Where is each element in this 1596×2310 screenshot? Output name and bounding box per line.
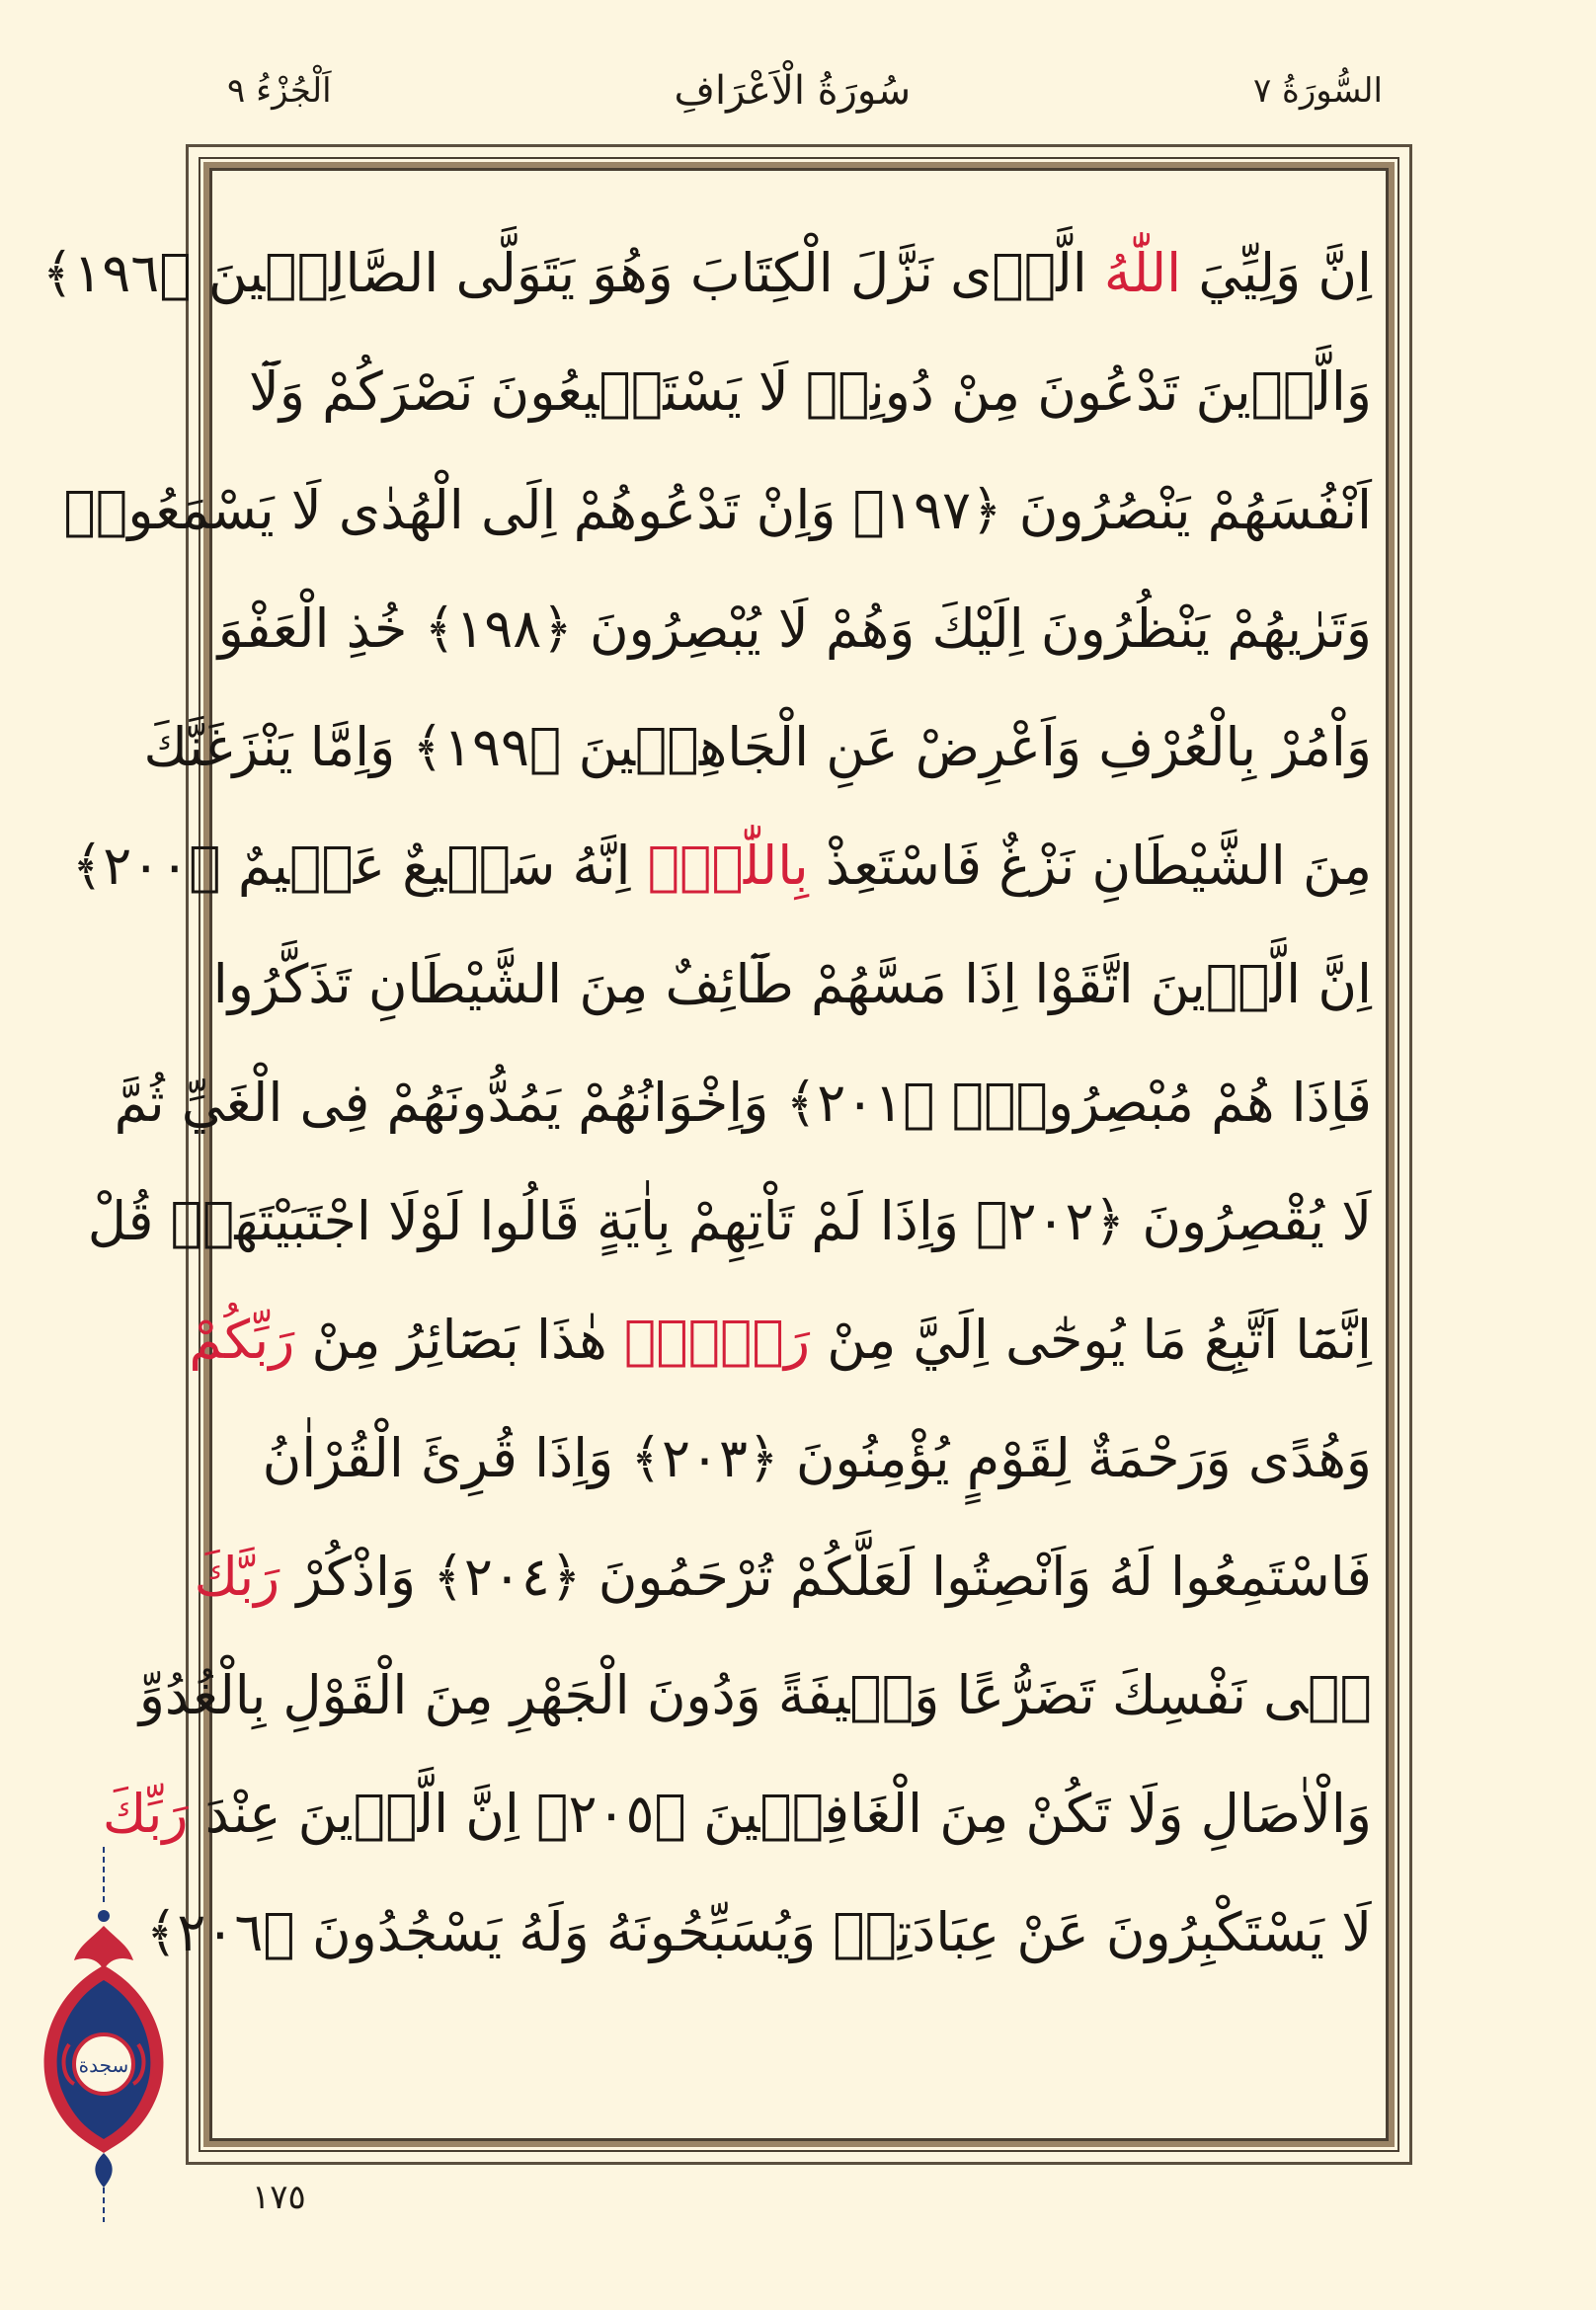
verse-line: فٖى نَفْسِكَ تَضَرُّعًا وَخٖيفَةً وَدُونَ الْجَهْرِ مِنَ الْقَوْلِ بِالْغُدُوِّ (138, 1664, 1372, 1726)
verse-text (41, 214, 1372, 1992)
verse-line: اِنَّ وَلِيِّيَ اللّٰهُ الَّذٖى نَزَّلَ الْكِتَابَ وَهُوَ يَتَوَلَّى الصَّالِحٖينَ ﴿١٩٦﴾ (41, 242, 1372, 304)
verse-line: اِنَّمَٓا اَتَّبِعُ مَا يُوحٰٓى اِلَيَّ مِنْ رَبّٖيۚ هٰذَا بَصَٓائِرُ مِنْ رَبِّكُمْ (189, 1309, 1372, 1371)
verse-line: اِنَّ الَّذٖينَ اتَّقَوْا اِذَا مَسَّهُمْ طَٓائِفٌ مِنَ الشَّيْطَانِ تَذَكَّرُوا (212, 953, 1372, 1015)
verse-line: لَا يُقْصِرُونَ ﴿٢٠٢﴾ وَاِذَا لَمْ تَاْتِهِمْ بِاٰيَةٍ قَالُوا لَوْلَا اجْتَبَيْتَهَاۜ قُلْ (87, 1190, 1372, 1252)
verse-line: وَتَرٰيهُمْ يَنْظُرُونَ اِلَيْكَ وَهُمْ لَا يُبْصِرُونَ ﴿١٩٨﴾ خُذِ الْعَفْوَ (217, 597, 1372, 660)
surah-name: سُورَةُ الْاَعْرَافِ (674, 68, 912, 114)
sajda-label: سجدة (78, 2053, 129, 2077)
sajda-ornament-icon (30, 1847, 178, 2222)
verse-line: وَهُدًى وَرَحْمَةٌ لِقَوْمٍ يُؤْمِنُونَ ﴿٢٠٣﴾ وَاِذَا قُرِئَ الْقُرْاٰنُ (262, 1427, 1372, 1489)
verse-line: لَا يَسْتَكْبِرُونَ عَنْ عِبَادَتِهٖ وَيُسَبِّحُونَهُ وَلَهُ يَسْجُدُونَ ﴿٢٠٦﴾ (145, 1901, 1372, 1963)
page-header (227, 61, 1383, 120)
verse-line: فَاسْتَمِعُوا لَهُ وَاَنْصِتُوا لَعَلَّكُمْ تُرْحَمُونَ ﴿٢٠٤﴾ وَاذْكُرْ رَبَّكَ (194, 1546, 1372, 1608)
verse-line: اَنْفُسَهُمْ يَنْصُرُونَ ﴿١٩٧﴾ وَاِنْ تَدْعُوهُمْ اِلَى الْهُدٰى لَا يَسْمَعُواۜ (63, 479, 1372, 541)
verse-line: وَالَّذٖينَ تَدْعُونَ مِنْ دُونِهٖ لَا يَسْتَطٖيعُونَ نَصْرَكُمْ وَلَٓا (249, 360, 1372, 423)
surah-number: السُّورَةُ ٧ (1252, 71, 1383, 111)
verse-line: مِنَ الشَّيْطَانِ نَزْغٌ فَاسْتَعِذْ بِاللّٰهِۜ اِنَّهُ سَمٖيعٌ عَلٖيمٌ ﴿٢٠٠﴾ (71, 835, 1372, 897)
verse-line: وَالْاٰصَالِ وَلَا تَكُنْ مِنَ الْغَافِلٖينَ ﴿٢٠٥﴾ اِنَّ الَّذٖينَ عِنْدَ رَبِّكَ (102, 1783, 1372, 1845)
verse-line: وَاْمُرْ بِالْعُرْفِ وَاَعْرِضْ عَنِ الْجَاهِلٖينَ ﴿١٩٩﴾ وَاِمَّا يَنْزَغَنَّكَ (143, 716, 1372, 778)
page-number: ١٧٥ (252, 2178, 306, 2217)
verse-line: فَاِذَا هُمْ مُبْصِرُونَۚ ﴿٢٠١﴾ وَاِخْوَانُهُمْ يَمُدُّونَهُمْ فِى الْغَيِّ ثُمَّ (114, 1072, 1372, 1134)
juz-number: اَلْجُزْءُ ٩ (227, 71, 332, 111)
